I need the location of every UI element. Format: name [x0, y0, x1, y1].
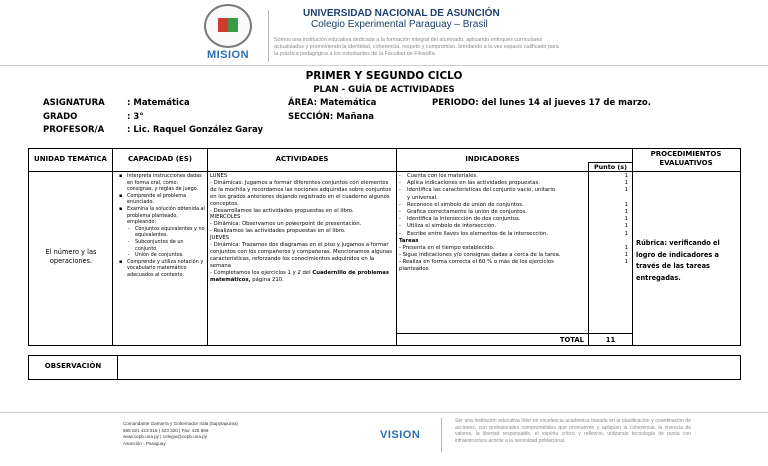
footer-vision-word: VISION: [380, 429, 421, 441]
capacidad-item: ▪ Comprende y utiliza notación y vocabulario matemático adecuados al contexto.: [119, 259, 205, 279]
indicador-item: - Grafica correctamente la unión de conjuntos.: [399, 209, 585, 216]
cuadernillo-reference: Cuadernillo de problemas matemáticos,: [210, 269, 389, 283]
indicador-item: y universal.: [407, 194, 438, 201]
col-divider-4: [588, 162, 589, 346]
table-border-right: [740, 148, 741, 346]
obs-border-top: [28, 355, 741, 356]
actividad-line: MIERCOLES: [210, 214, 241, 221]
actividad-line: - Realizamos las actividades propuestas en el libro.: [210, 228, 346, 235]
footer-web-line: www.cepb.una.py | colegio@cepb.una.py: [123, 434, 208, 439]
grado-label: GRADO: [43, 112, 78, 122]
seccion-field: SECCIÓN: Mañana: [288, 112, 375, 122]
obs-border-right: [740, 355, 741, 380]
area-field: ÁREA: Matemática: [288, 98, 377, 108]
page-title: PRIMER Y SEGUNDO CICLO: [305, 70, 463, 82]
table-header-bottom: [28, 171, 741, 172]
asignatura-label: ASIGNATURA: [43, 98, 105, 108]
profesor-value: : Lic. Raquel González Garay: [127, 125, 264, 135]
tareas-heading: Tareas: [399, 237, 419, 244]
total-row-top: [396, 333, 632, 334]
logo-green-block: [228, 18, 238, 32]
tarea-item: - Presenta en el tiempo establecido.: [399, 244, 495, 251]
col-divider-5: [632, 148, 633, 346]
header-procedimientos: PROCEDIMIENTOS EVALUATIVOS: [650, 150, 722, 167]
puntos-list: [590, 173, 628, 266]
grado-value: : 3°: [127, 112, 144, 122]
actividad-line: - Desarrollamos las actividades propuestas en el libro.: [210, 207, 354, 214]
punto-value: 1: [624, 259, 628, 266]
unidad-tematica-value: El número y las operaciones.: [45, 248, 97, 265]
punto-value: 1: [624, 208, 628, 215]
actividad-line: LUNES: [210, 173, 228, 179]
punto-value: 1: [624, 173, 628, 179]
total-label: TOTAL: [559, 336, 584, 344]
tarea-item: - Sigue indicaciones y/o consignas dadas a cerca de la tarea.: [399, 252, 561, 259]
logo-red-block: [218, 18, 228, 32]
header-capacidad: CAPACIDAD (ES): [128, 155, 192, 163]
footer-address-line: Comandante Gamarra y Gobernador Irala (Itapytapunta): [123, 421, 238, 426]
header-divider: [268, 10, 269, 62]
indicador-item: - Aplica indicaciones en las actividades propuestas.: [399, 180, 585, 187]
punto-value: 1: [624, 223, 628, 230]
punto-value: 1: [624, 244, 628, 251]
col-divider-3: [396, 148, 397, 346]
table-border-top: [28, 148, 741, 149]
punto-value: 1: [624, 252, 628, 259]
capacidad-item: ▪ Examina la solución obtenida al problema planteado, empleando:: [119, 206, 205, 226]
col-divider-1: [112, 148, 113, 346]
indicador-item: - Identifica la intersección de dos conjuntos.: [399, 216, 585, 223]
actividad-tail: página 210.: [250, 276, 284, 283]
procedimiento-value: Rúbrica: verificando el logro de indicadores a través de las tareas entregadas.: [636, 239, 720, 282]
actividades-cell: [210, 173, 394, 284]
table-border-left: [28, 148, 29, 346]
school-logo: [196, 4, 260, 62]
footer-phone-line: 595 021 423 315 | 423 320 | Fax: 425 886: [123, 427, 209, 433]
table-border-bottom: [28, 345, 741, 346]
capacidad-item: - Subconjuntos de un conjunto.: [119, 239, 205, 252]
obs-border-bottom: [28, 379, 741, 380]
punto-value: 1: [624, 201, 628, 208]
footer-city-line: Asunción - Paraguay: [123, 440, 166, 446]
indicador-item: - Escribe entre llaves los elementos de la intersección.: [399, 231, 585, 238]
page-subtitle: PLAN - GUÍA DE ACTIVIDADES: [313, 85, 455, 95]
actividad-line: - Dinámica: Trazamos dos diagramas en el piso y jugamos a formar conjuntos con los compañeros y compañeras. Mencionamos algunas características, reforzando los conocimientos adquiridos en la semana: [210, 242, 393, 269]
mission-statement: Somos una institución educativa dedicada a la formación integral del alumnado, aplicando enfoques curriculares actualizados y promoviendo la identidad, coherencia, respeto y compromiso, brindando a la vez espacio calificado para la práctica pedagógica a los estudiantes de la Facultad de Filosofía.: [274, 37, 559, 57]
header-actividades: ACTIVIDADES: [275, 155, 329, 163]
header-puntos: Punto (s): [593, 163, 628, 171]
capacidades-list: [119, 173, 205, 279]
actividad-line: - Dinámica: Observamos un powerpoint de presentación.: [210, 221, 362, 228]
actividad-line: [210, 270, 394, 284]
punto-value: [590, 195, 628, 202]
footer-divider: [441, 418, 442, 452]
profesor-label: PROFESOR/A: [43, 125, 105, 135]
punto-value: [590, 238, 628, 245]
indicadores-list: [399, 173, 585, 273]
indicador-item: - Identifica las características del conjunto vacío, unitario: [399, 187, 585, 194]
logo-mision-word: MISION: [206, 49, 250, 61]
periodo-field: PERIODO: del lunes 14 al jueves 17 de marzo.: [432, 98, 651, 108]
actividad-line: JUEVES: [210, 235, 230, 242]
header-indicadores: INDICADORES: [465, 155, 520, 163]
punto-value: 1: [624, 180, 628, 187]
indicador-item: - Utiliza el símbolo de intersección.: [399, 223, 585, 230]
capacidad-item: - Conjuntos equivalentes y no equivalentes.: [119, 226, 205, 239]
header-unidad: UNIDAD TEMÁTICA: [34, 155, 107, 163]
punto-value: 1: [624, 230, 628, 237]
indicador-item: - Cuenta con los materiales.: [399, 173, 585, 180]
vision-statement: Ser una institución educativa líder en excelencia académica basada en la planificación y coordinación de acciones, con profesionales comprometidos que promueven y apliquen la coherencia, la vivencia de valores, la libertad responsable, el espíritu crítico y reflexivo, utilizando tecnología de punta con infraestructura acorde a la necesidad poblacional.: [455, 418, 691, 444]
actividad-line: - Dinámicas: Jugamos a formar diferentes conjuntos con elementos de la mochila y recordamos las nociones adquiridas sobre conjuntos en los grados anteriores dejando registrado en el cuaderno algunos conceptos.: [210, 179, 392, 207]
header-rule: [0, 65, 768, 66]
actividad-text: - Completamos los ejercicios 1 y 2 del: [210, 269, 313, 276]
capacidad-item: ▪ Interpreta instrucciones dadas en forma oral, como: consignas, y reglas de juego.: [119, 173, 205, 193]
observacion-label: OBSERVACIÓN: [44, 362, 102, 370]
total-value: 11: [605, 336, 616, 344]
asignatura-value: : Matemática: [127, 98, 190, 108]
col-divider-2: [207, 148, 208, 346]
capacidad-item: ▪ Comprende el problema enunciado.: [119, 193, 205, 206]
university-name: UNIVERSIDAD NACIONAL DE ASUNCIÓN: [303, 8, 500, 19]
punto-value: 1: [624, 187, 628, 194]
indicador-item: - Reconoce el símbolo de unión de conjuntos.: [399, 202, 585, 209]
capacidad-item: - Unión de conjuntos.: [119, 252, 205, 259]
footer-rule: [0, 412, 768, 413]
punto-value: 1: [624, 216, 628, 223]
footer-address: [123, 421, 238, 447]
obs-divider: [117, 355, 118, 380]
tarea-item: - Realiza en forma correcta el 60 % o más de los ejercicios planteados.: [399, 259, 554, 273]
school-name: Colegio Experimental Paraguay – Brasil: [311, 19, 488, 30]
